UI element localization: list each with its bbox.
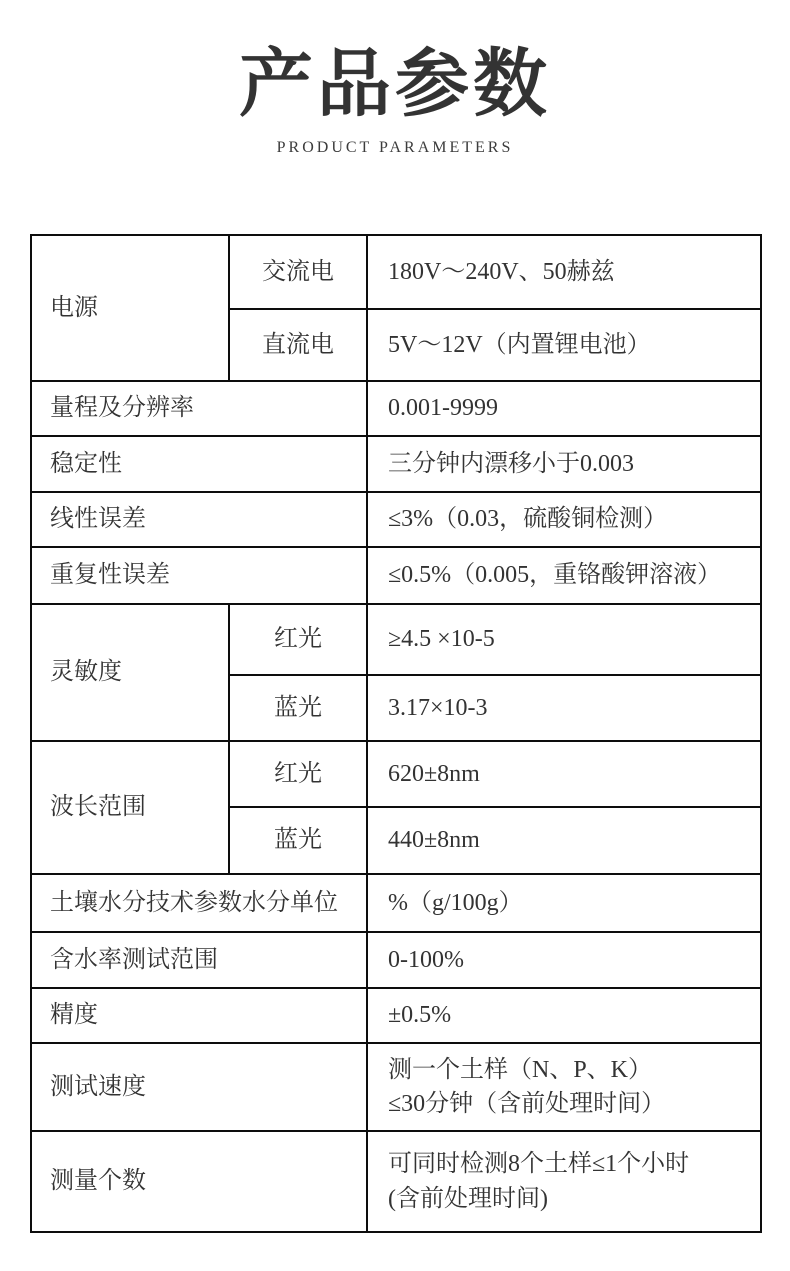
param-value-measure-count	[367, 1131, 761, 1232]
param-value-dc: 5V～12V（内置锂电池）	[367, 309, 761, 381]
page-title: 产品参数	[239, 44, 551, 126]
param-sublabel-ac: 交流电	[229, 235, 367, 309]
param-value-line: ≤30分钟（含前处理时间）	[388, 1091, 666, 1118]
param-sublabel-wavelength-red: 红光	[229, 741, 367, 807]
param-label-moisture-range: 含水率测试范围	[31, 932, 367, 988]
table-row	[31, 547, 761, 604]
param-value-line: 测一个土样（N、P、K）	[388, 1056, 653, 1083]
table-row	[31, 436, 761, 492]
param-value-sensitivity-blue: 3.17×10-3	[367, 675, 761, 741]
page-header	[0, 0, 790, 157]
param-label-accuracy: 精度	[31, 988, 367, 1043]
table-row	[31, 1131, 761, 1232]
param-label-range-resolution: 量程及分辨率	[31, 381, 367, 436]
param-value-stability: 三分钟内漂移小于0.003	[367, 436, 761, 492]
param-value-ac: 180V～240V、50赫兹	[367, 235, 761, 309]
table-row	[31, 381, 761, 436]
table-row	[31, 604, 761, 675]
parameters-table	[30, 234, 762, 1233]
param-label-measure-count: 测量个数	[31, 1131, 367, 1232]
param-value-moisture-unit: %（g/100g）	[367, 874, 761, 932]
param-value-wavelength-red: 620±8nm	[367, 741, 761, 807]
param-sublabel-sensitivity-red: 红光	[229, 604, 367, 675]
param-label-linear-error: 线性误差	[31, 492, 367, 547]
param-label-moisture-unit: 土壤水分技术参数水分单位	[31, 874, 367, 932]
table-row	[31, 492, 761, 547]
param-label-repeatability-error: 重复性误差	[31, 547, 367, 604]
param-label-power: 电源	[31, 235, 229, 381]
param-value-range-resolution: 0.001-9999	[367, 381, 761, 436]
param-sublabel-sensitivity-blue: 蓝光	[229, 675, 367, 741]
table-row	[31, 874, 761, 932]
param-label-test-speed: 测试速度	[31, 1043, 367, 1131]
page-subtitle: PRODUCT PARAMETERS	[276, 139, 514, 157]
table-row	[31, 235, 761, 309]
param-value-test-speed	[367, 1043, 761, 1131]
param-value-line: 可同时检测8个土样≤1个小时	[388, 1151, 690, 1178]
param-value-sensitivity-red: ≥4.5 ×10-5	[367, 604, 761, 675]
param-value-repeatability-error: ≤0.5%（0.005，重铬酸钾溶液）	[367, 547, 761, 604]
table-row	[31, 1043, 761, 1131]
param-sublabel-dc: 直流电	[229, 309, 367, 381]
param-label-wavelength: 波长范围	[31, 741, 229, 874]
table-row	[31, 932, 761, 988]
param-value-line: (含前处理时间)	[388, 1185, 548, 1212]
param-value-moisture-range: 0-100%	[367, 932, 761, 988]
param-value-accuracy: ±0.5%	[367, 988, 761, 1043]
param-value-wavelength-blue: 440±8nm	[367, 807, 761, 874]
table-row	[31, 988, 761, 1043]
table-row	[31, 741, 761, 807]
param-label-sensitivity: 灵敏度	[31, 604, 229, 741]
param-sublabel-wavelength-blue: 蓝光	[229, 807, 367, 874]
param-value-linear-error: ≤3%（0.03，硫酸铜检测）	[367, 492, 761, 547]
param-label-stability: 稳定性	[31, 436, 367, 492]
